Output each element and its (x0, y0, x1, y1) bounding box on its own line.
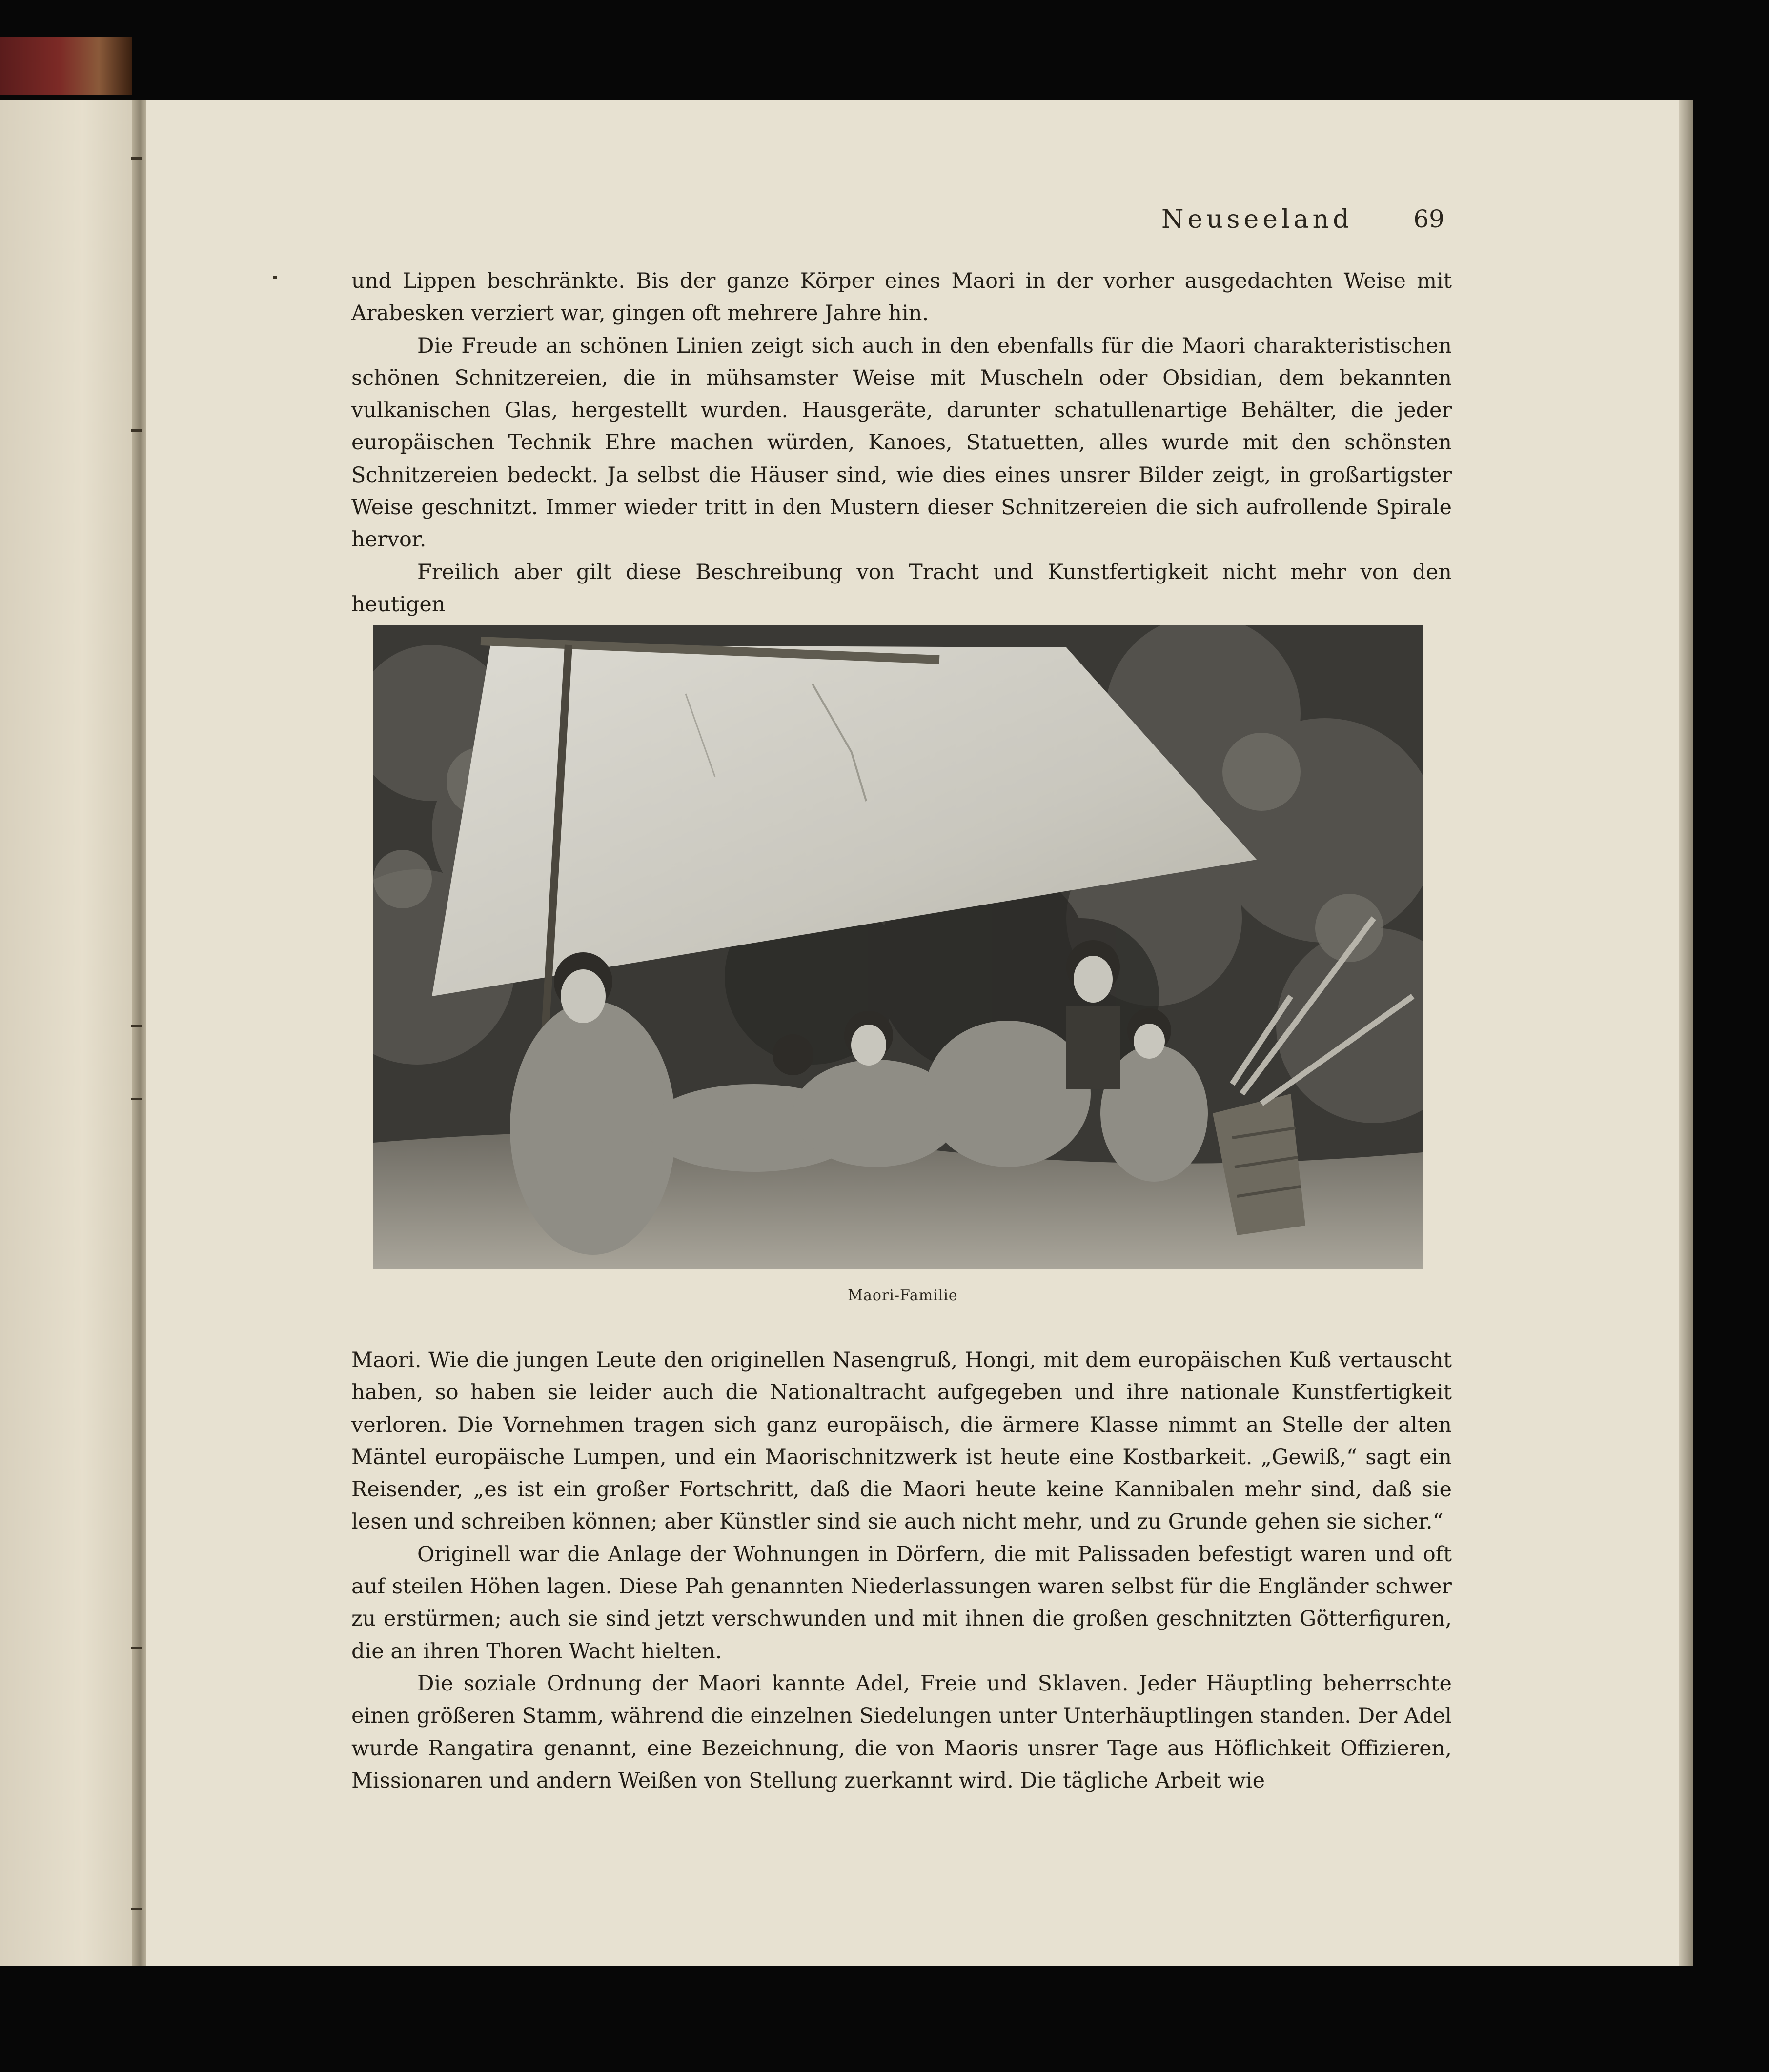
binding-thread-mark (131, 157, 142, 160)
binding-thread-mark (131, 1098, 142, 1100)
book-gutter (132, 100, 148, 1966)
paragraph: Die Freude an schönen Linien zeigt sich auch in den ebenfalls für die Maori charakteristischen schönen Schnitzereien, die in mühsamster Weise mit Muscheln oder Obsidian, dem bekannten vulkanischen Glas, hergestellt wurden. Hausgeräte, darunter schatullenartige Behälter, die jeder europäischen Technik Ehre machen würden, Kanoes, Statuetten, alles wurde mit den schönsten Schnitzereien bedeckt. Ja selbst die Häuser sind, wie dies eines unsrer Bilder zeigt, in großartigster Weise geschnitzt. Immer wieder tritt in den Mustern dieser Schnitzereien die sich aufrollende Spirale hervor. (351, 333, 1452, 552)
running-head: Neuseeland (1161, 205, 1353, 234)
binding-thread-mark (131, 1647, 142, 1649)
binding-thread-mark (131, 1025, 142, 1027)
paragraph: und Lippen beschränkte. Bis der ganze Körper eines Maori in der vorher ausgedachten Weise mit Arabesken verziert war, gingen oft mehrere Jahre hin. (351, 269, 1452, 326)
body-text-top (351, 265, 1452, 621)
photograph-maori-family (373, 625, 1423, 1269)
figure-caption: Maori-Familie (848, 1287, 958, 1304)
page-number: 69 (1413, 205, 1444, 233)
ink-speck (273, 276, 277, 279)
binding-thread-mark (131, 1908, 142, 1910)
paragraph: Freilich aber gilt diese Beschreibung von Tracht und Kunstfertigkeit nicht mehr von den heutigen (351, 560, 1452, 617)
binding-thread-mark (131, 429, 142, 432)
page-header (342, 205, 1464, 239)
paragraph: Maori. Wie die jungen Leute den originellen Nasengruß, Hongi, mit dem europäischen Kuß vertauscht haben, so haben sie leider auch die Nationaltracht aufgegeben und ihre nationale Kunstfertigkeit verloren. Die Vornehmen tragen sich ganz europäisch, die ärmere Klasse nimmt an Stelle der alten Mäntel europäische Lumpen, und ein Maorischnitzwerk ist heute eine Kostbarkeit. „Gewiß,“ sagt ein Reisender, „es ist ein großer Fortschritt, daß die Maori heute keine Kannibalen mehr sind, daß sie lesen und schreiben können; aber Künstler sind sie auch nicht mehr, und zu Grunde gehen sie sicher.“ (351, 1348, 1452, 1534)
left-page (0, 100, 138, 1966)
paragraph: Originell war die Anlage der Wohnungen in Dörfern, die mit Palissaden befestigt waren und oft auf steilen Höhen lagen. Diese Pah genannten Niederlassungen waren selbst für die Engländer schwer zu erstürmen; auch sie sind jetzt verschwunden und mit ihnen die großen geschnitzten Götterfiguren, die an ihren Thoren Wacht hielten. (351, 1542, 1452, 1664)
page-edge-shadow (1679, 100, 1693, 1966)
book-binding (0, 37, 132, 95)
paragraph: Die soziale Ordnung der Maori kannte Adel, Freie und Sklaven. Jeder Häuptling beherrschte einen größeren Stamm, während die einzelnen Siedelungen unter Unterhäuptlingen standen. Der Adel wurde Rangatira genannt, eine Bezeichnung, die von Maoris unsrer Tage aus Höflichkeit Offizieren, Missionaren und andern Weißen von Stellung zuerkannt wird. Die tägliche Arbeit wie (351, 1671, 1452, 1793)
body-text-bottom (351, 1344, 1452, 1797)
